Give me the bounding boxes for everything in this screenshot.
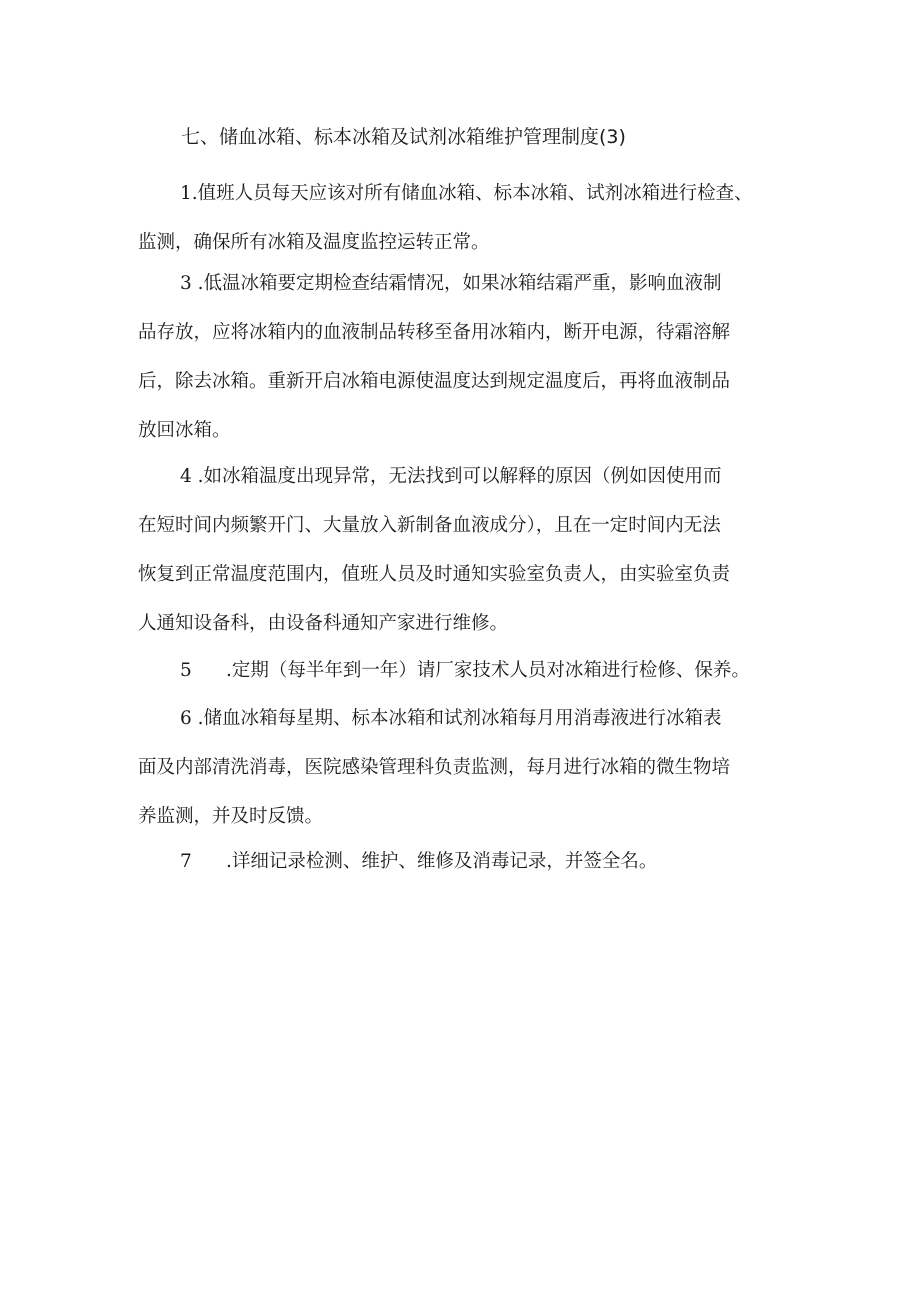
paragraph-text: .详细记录检测、维护、维修及消毒记录，并签全名。: [226, 851, 658, 872]
paragraph-line: 人通知设备科，由设备科通知产家进行维修。: [138, 613, 509, 634]
paragraph-line: 4 .如冰箱温度出现异常，无法找到可以解释的原因（例如因使用而: [180, 466, 722, 487]
paragraph-line: 在短时间内频繁开门、大量放入新制备血液成分），且在一定时间内无法: [138, 515, 721, 536]
paragraph-line: 监测，确保所有冰箱及温度监控运转正常。: [138, 232, 490, 253]
paragraph-line: 后，除去冰箱。重新开启冰箱电源使温度达到规定温度后，再将血液制品: [138, 371, 731, 392]
paragraph-line: 养监测，并及时反馈。: [138, 806, 324, 827]
paragraph-4: [138, 452, 798, 648]
paragraph-text: .定期（每半年到一年）请厂家技术人员对冰箱进行检修、保养。: [226, 660, 750, 681]
paragraph-line: 3 .低温冰箱要定期检查结霜情况，如果冰箱结霜严重，影响血液制: [180, 273, 722, 294]
paragraph-1: [138, 169, 798, 267]
paragraph-line: 恢复到正常温度范围内，值班人员及时通知实验室负责人，由实验室负责: [138, 564, 731, 585]
paragraph-number: 7: [180, 851, 192, 872]
paragraph-5: [138, 646, 798, 695]
paragraph-number: 5: [180, 660, 192, 681]
paragraph-line: [138, 646, 798, 695]
paragraph-line: [138, 837, 798, 886]
paragraph-line: 1.值班人员每天应该对所有储血冰箱、标本冰箱、试剂冰箱进行检查、: [180, 183, 753, 204]
paragraph-line: 面及内部清洗消毒，医院感染管理科负责监测，每月进行冰箱的微生物培: [138, 757, 731, 778]
paragraph-3: [138, 259, 798, 455]
paragraph-line: 放回冰箱。: [138, 420, 231, 441]
paragraph-6: [138, 694, 798, 841]
page-title: 七、储血冰箱、标本冰箱及试剂冰箱维护管理制度(3): [181, 126, 626, 148]
paragraph-7: [138, 837, 798, 886]
paragraph-line: 6 .储血冰箱每星期、标本冰箱和试剂冰箱每月用消毒液进行冰箱表: [180, 708, 722, 729]
paragraph-line: 品存放，应将冰箱内的血液制品转移至备用冰箱内，断开电源，待霜溶解: [138, 322, 731, 343]
